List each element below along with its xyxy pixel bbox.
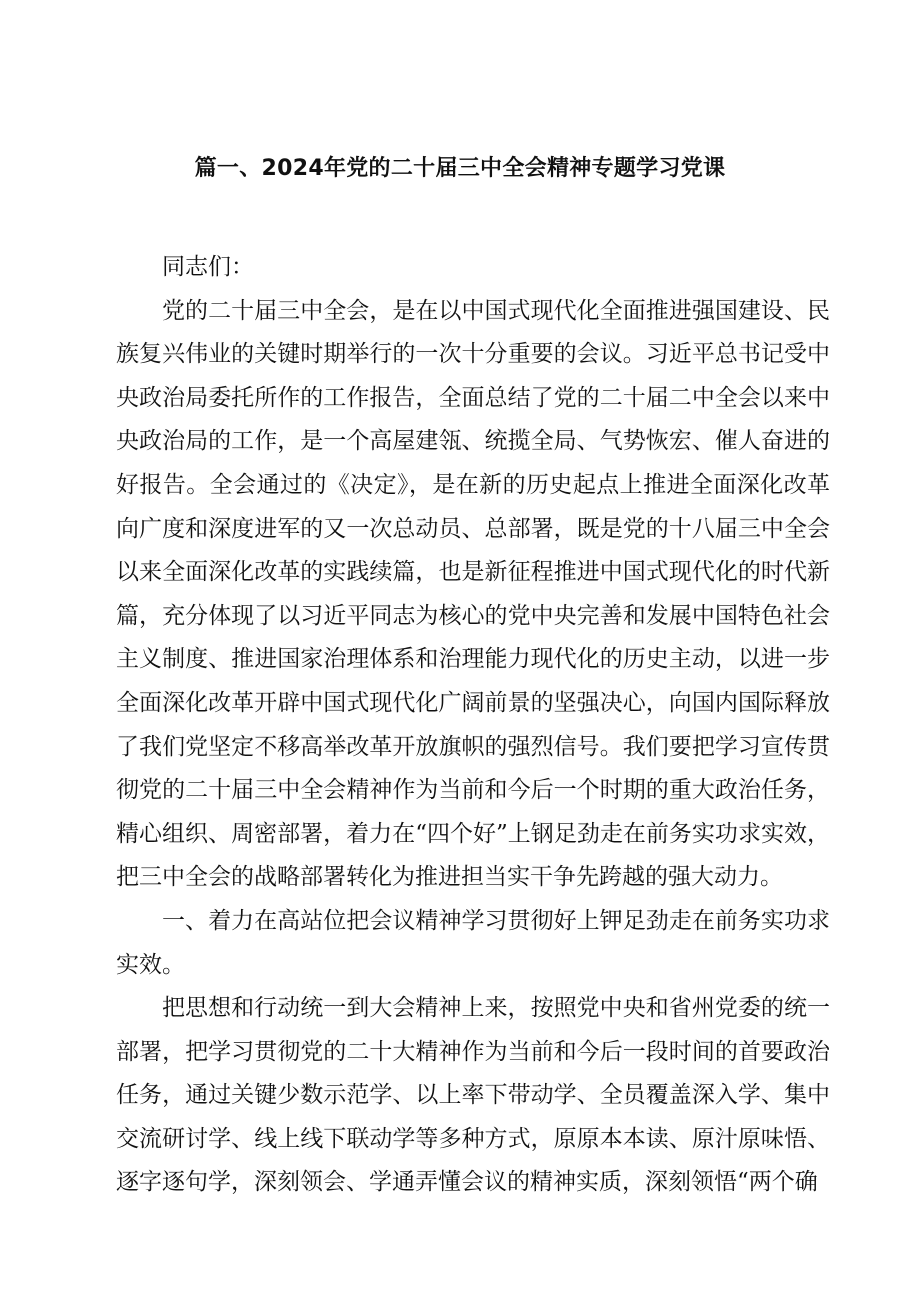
document-title: 篇一、2024年党的二十届三中全会精神专题学习党课 <box>194 156 726 181</box>
body-paragraph: 党的二十届三中全会，是在以中国式现代化全面推进强国建设、民族复兴伟业的关键时期举行的一次十分重要的会议。习近平总书记受中央政治局委托所作的工作报告，全面总结了党的二十届二中全会以来中央政治局的工作，是一个高屋建瓴、统揽全局、气势恢宏、催人奋进的好报告。全会通过的《决定》，是在新的历史起点上推进全面深化改革向广度和深度进军的又一次总动员、总部署，既是党的十八届三中全会以来全面深化改革的实践续篇，也是新征程推进中国式现代化的时代新篇，充分体现了以习近平同志为核心的党中央完善和发展中国特色社会主义制度、推进国家治理体系和治理能力现代化的历史主动，以进一步全面深化改革开辟中国式现代化广阔前景的坚强决心，向国内国际释放了我们党坚定不移高举改革开放旗帜的强烈信号。我们要把学习宣传贯彻党的二十届三中全会精神作为当前和今后一个时期的重大政治任务，精心组织、周密部署，着力在“四个好”上钢足劲走在前务实功求实效，把三中全会的战略部署转化为推进担当实干争先跨越的强大动力。 <box>116 297 830 891</box>
document-body <box>116 246 830 1205</box>
section-heading: 一、着力在高站位把会议精神学习贯彻好上钾足劲走在前务实功求实效。 <box>116 907 830 978</box>
salutation: 同志们： <box>162 254 254 280</box>
body-paragraph: 把思想和行动统一到大会精神上来，按照党中央和省州党委的统一部署，把学习贯彻党的二十大精神作为当前和今后一段时间的首要政治任务，通过关键少数示范学、以上率下带动学、全员覆盖深入学、集中交流研讨学、线上线下联动学等多种方式，原原本本读、原汁原味悟、逐字逐句学，深刻领会、学通弄懂会议的精神实质，深刻领悟“两个确 <box>116 995 830 1196</box>
